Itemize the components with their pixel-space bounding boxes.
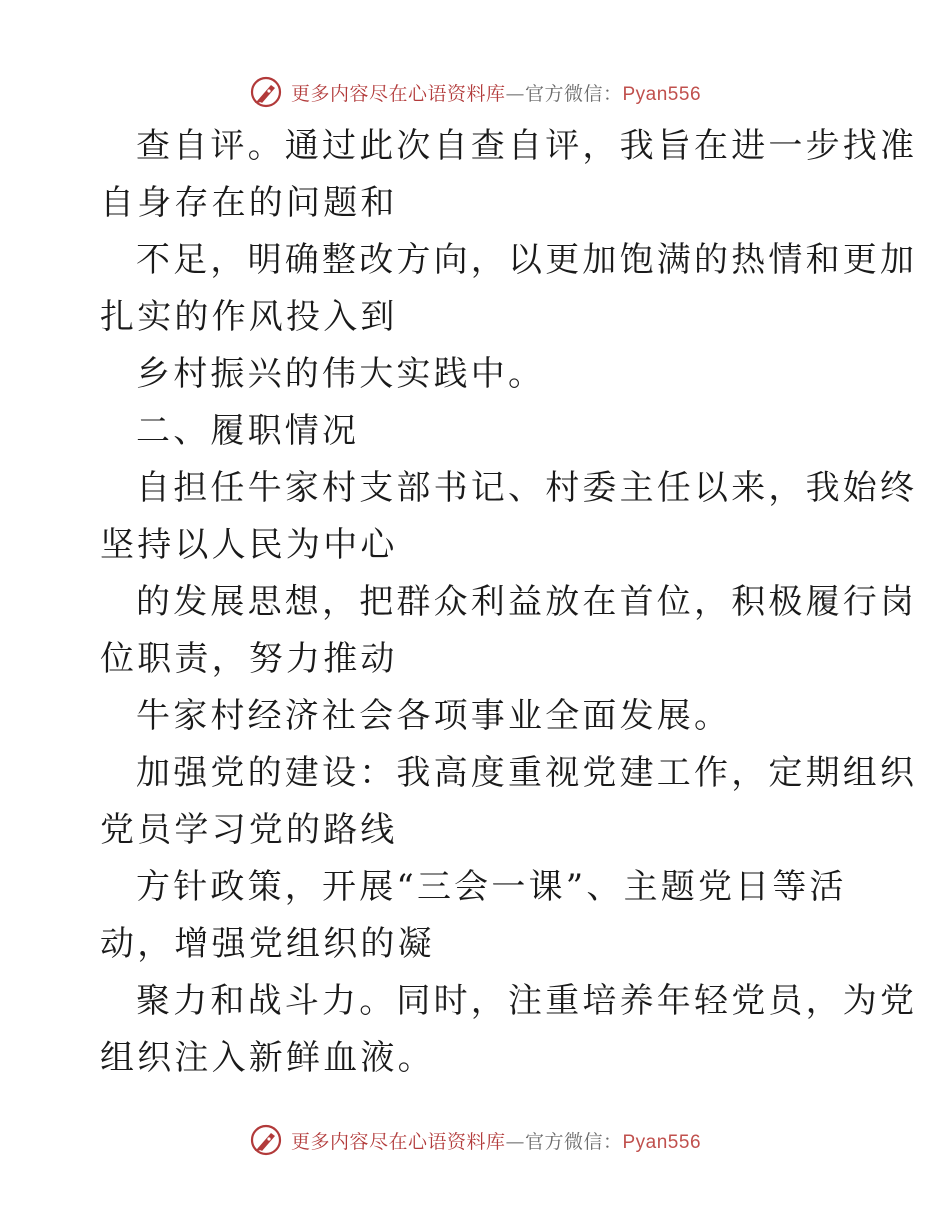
- banner-text: [291, 1127, 701, 1154]
- paragraph-line: 组织注入新鲜血液。: [100, 1038, 435, 1078]
- banner-site-text: 更多内容尽在心语资料库: [290, 1130, 506, 1153]
- banner-site-text: 更多内容尽在心语资料库: [290, 82, 506, 105]
- pen-logo-icon: [249, 75, 283, 109]
- footer-banner: [0, 1120, 950, 1160]
- banner-wechat-id: Pyan556: [622, 83, 702, 105]
- banner-dash: —: [505, 1130, 525, 1153]
- header-banner: [0, 72, 950, 112]
- banner-wechat-id: Pyan556: [622, 1131, 702, 1153]
- paragraph-line: 扎实的作风投入到: [100, 297, 398, 337]
- paragraph-line: 党员学习党的路线: [100, 810, 398, 850]
- paragraph-line: 乡村振兴的伟大实践中。: [136, 354, 546, 394]
- section-heading: 二、履职情况: [136, 411, 360, 451]
- paragraph-line: 查自评。通过此次自查自评，我旨在进一步找准: [136, 126, 918, 166]
- paragraph-line: 自身存在的问题和: [100, 183, 398, 223]
- paragraph-line: 坚持以人民为中心: [100, 525, 398, 565]
- banner-wechat-label: 官方微信：: [524, 1130, 623, 1153]
- paragraph-line: 自担任牛家村支部书记、村委主任以来，我始终: [136, 468, 918, 508]
- paragraph-line: 动，增强党组织的凝: [100, 924, 435, 964]
- banner-text: [291, 79, 701, 106]
- paragraph-line: 聚力和战斗力。同时，注重培养年轻党员，为党: [136, 981, 918, 1021]
- banner-wechat-label: 官方微信：: [524, 82, 623, 105]
- paragraph-line: 的发展思想，把群众利益放在首位，积极履行岗: [136, 582, 918, 622]
- paragraph-line: 位职责，努力推动: [100, 639, 398, 679]
- paragraph-line: 牛家村经济社会各项事业全面发展。: [136, 696, 732, 736]
- document-body: [100, 118, 918, 1087]
- paragraph-line: 加强党的建设：我高度重视党建工作，定期组织: [136, 753, 918, 793]
- paragraph-line: 方针政策，开展“三会一课”、主题党日等活: [136, 867, 847, 907]
- pen-logo-icon: [249, 1123, 283, 1157]
- paragraph-line: 不足，明确整改方向，以更加饱满的热情和更加: [136, 240, 918, 280]
- banner-dash: —: [505, 82, 525, 105]
